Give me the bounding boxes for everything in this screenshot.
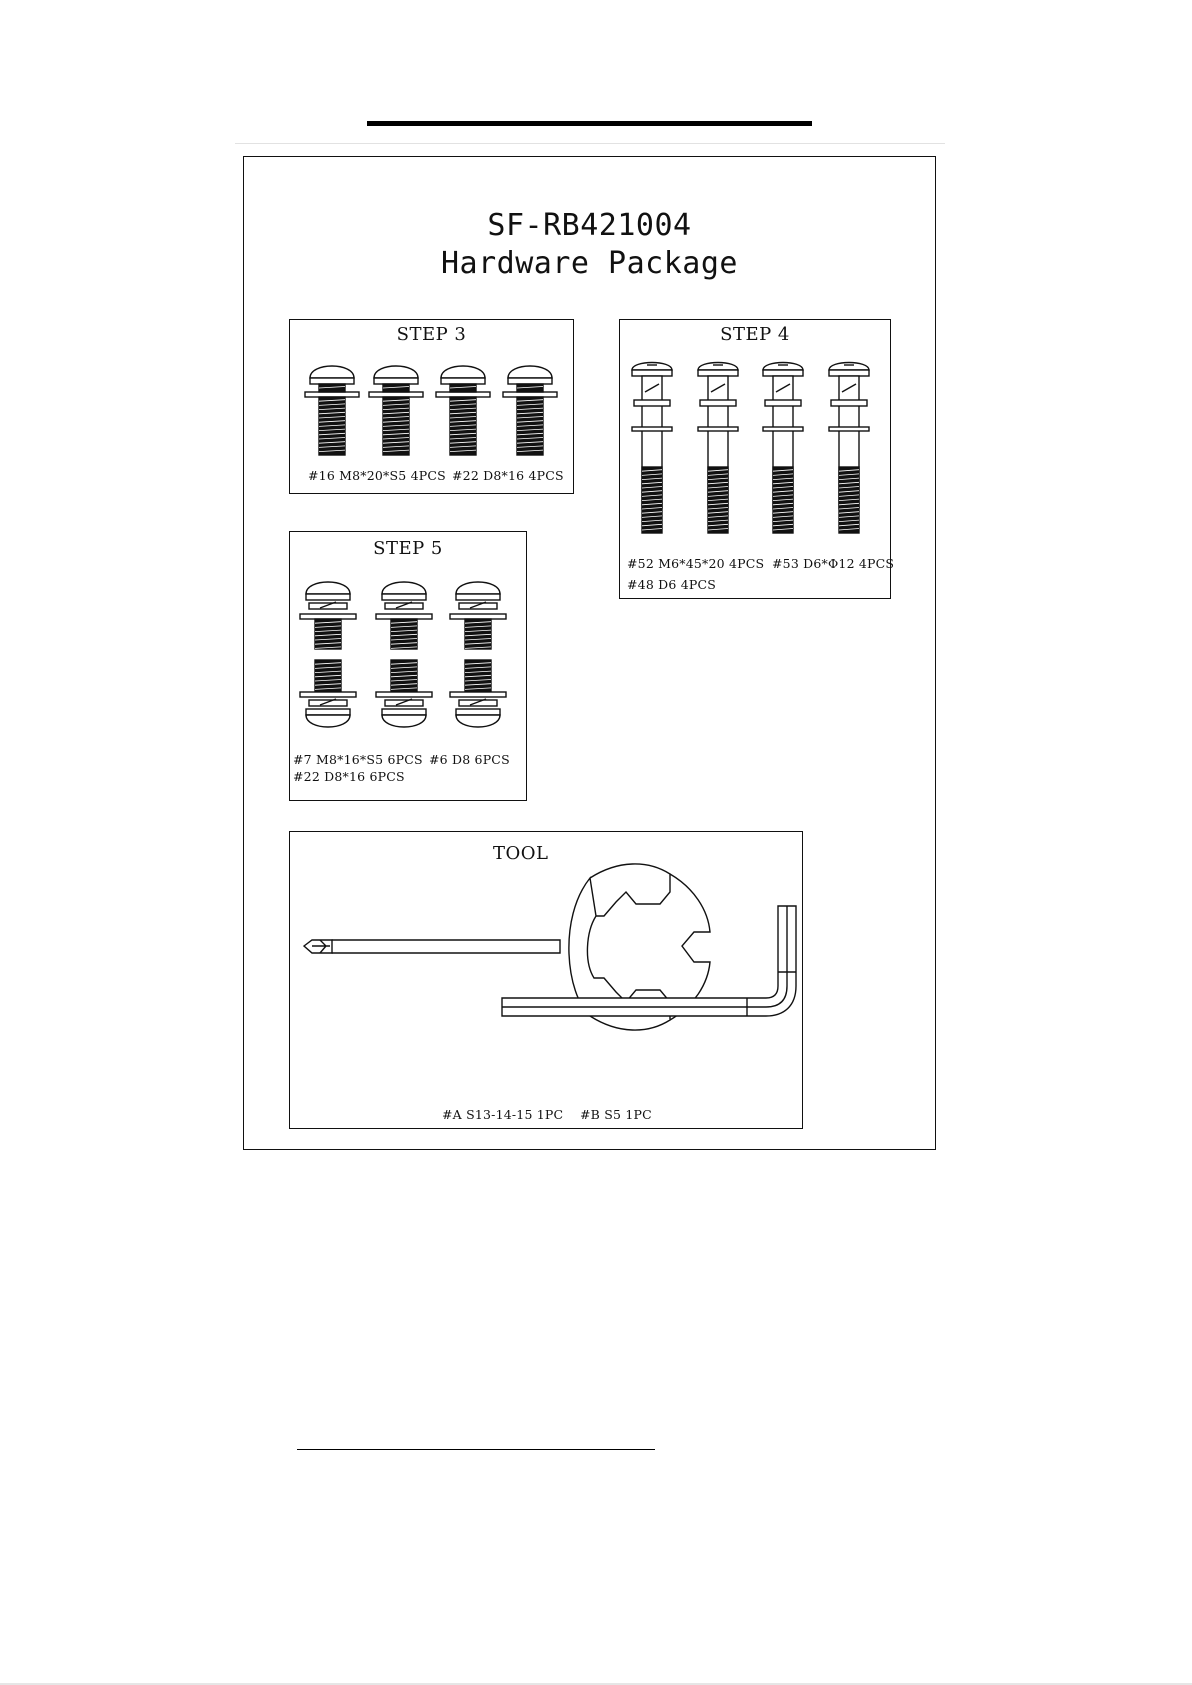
tool-panel [289,831,803,1129]
step3-bolt-4 [503,366,557,455]
step3-label-bolt: #16 M8*20*S5 4PCS [308,468,446,483]
step3-bolt-3 [436,366,490,455]
step3-bolt-2 [369,366,423,455]
step5-panel [289,531,527,801]
step3-panel [289,319,574,494]
bottom-rule [297,1449,655,1450]
model-number: SF-RB421004 [487,208,692,243]
step5-title: STEP 5 [373,538,443,559]
tool-title: TOOL [493,843,549,864]
step5-label-bolt: #7 M8*16*S5 6PCS [293,752,423,767]
tool-drawing [290,832,804,1130]
step5-bolt-3 [450,582,506,727]
step4-label-washer: #48 D6 4PCS [627,577,716,592]
step4-bolt-2 [698,363,738,534]
step4-label-spacer: #53 D6*Φ12 4PCS [772,556,895,571]
step4-bolt-3 [763,363,803,534]
step5-bolt-2 [376,582,432,727]
step5-label-washer: #22 D8*16 6PCS [293,769,405,784]
step4-title: STEP 4 [720,324,790,345]
step4-label-bolt: #52 M6*45*20 4PCS [627,556,765,571]
step4-bolt-4 [829,363,869,534]
step5-label-lockwasher: #6 D8 6PCS [429,752,510,767]
tool-label-allen-key: #B S5 1PC [580,1107,652,1122]
step5-bolt-1 [300,582,356,727]
step4-bolt-1 [632,363,672,534]
allen-key-icon [502,906,796,1016]
screwdriver-icon [320,940,560,953]
step3-label-washer: #22 D8*16 4PCS [452,468,564,483]
top-rule [367,121,812,126]
step3-bolt-1 [305,366,359,455]
step3-title: STEP 3 [396,324,467,345]
tool-label-wrench: #A S13-14-15 1PC [442,1107,564,1122]
page-divider [235,143,945,144]
sheet-title: Hardware Package [441,246,738,281]
step4-panel [619,319,895,599]
